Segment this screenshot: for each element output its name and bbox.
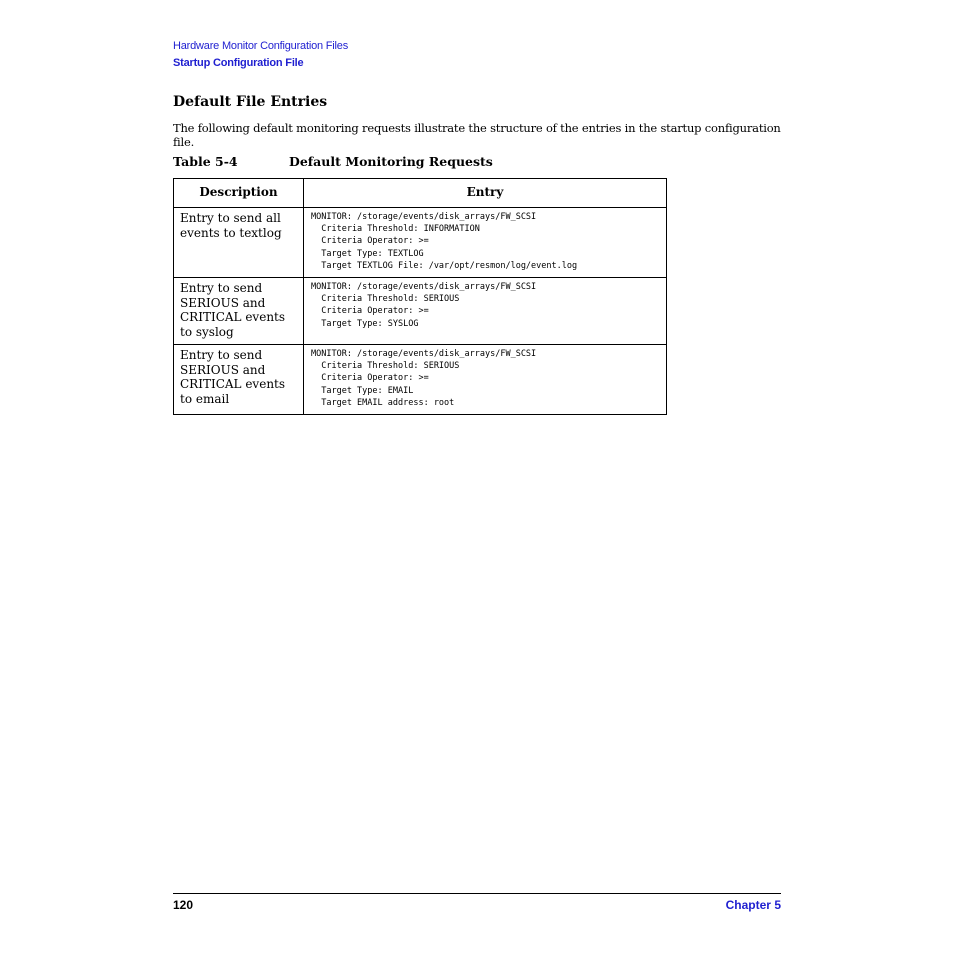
table-row: [174, 278, 667, 345]
footer-rule: [173, 893, 781, 894]
section-heading: Default File Entries: [173, 94, 328, 110]
table-title: Default Monitoring Requests: [289, 154, 493, 169]
column-header-description: Description: [174, 179, 304, 208]
row-entry: [304, 345, 667, 415]
page-number: 120: [173, 898, 194, 912]
row-description: Entry to send all events to textlog: [174, 208, 304, 278]
row-description: Entry to send SERIOUS and CRITICAL events to syslog: [174, 278, 304, 345]
row-description: Entry to send SERIOUS and CRITICAL events to email: [174, 345, 304, 415]
entry-code: MONITOR: /storage/events/disk_arrays/FW_SCSI Criteria Threshold: SERIOUS Criteria Operator: >= Target Type: EMAIL Target EMAIL address: root: [311, 349, 537, 408]
intro-paragraph: The following default monitoring requests illustrate the structure of the entries in the startup configuration file.: [173, 121, 781, 149]
table-header-row: [174, 179, 667, 208]
running-head: [173, 38, 348, 72]
entry-code: MONITOR: /storage/events/disk_arrays/FW_SCSI Criteria Threshold: SERIOUS Criteria Operator: >= Target Type: SYSLOG: [311, 282, 537, 329]
table-row: [174, 208, 667, 278]
chapter-link[interactable]: Chapter 5: [725, 898, 781, 912]
entry-code: MONITOR: /storage/events/disk_arrays/FW_SCSI Criteria Threshold: INFORMATION Criteria Operator: >= Target Type: TEXTLOG Target TEXTLOG File: /var/opt/resmon/log/event.log: [311, 212, 578, 271]
row-entry: [304, 278, 667, 345]
row-entry: [304, 208, 667, 278]
monitoring-requests-table: [173, 178, 667, 415]
table-caption: [173, 154, 493, 170]
table-number: Table 5-4: [173, 154, 238, 169]
table-row: [174, 345, 667, 415]
section-title-link[interactable]: Startup Configuration File: [173, 57, 304, 69]
column-header-entry: Entry: [304, 179, 667, 208]
chapter-title-link[interactable]: Hardware Monitor Configuration Files: [173, 40, 348, 52]
